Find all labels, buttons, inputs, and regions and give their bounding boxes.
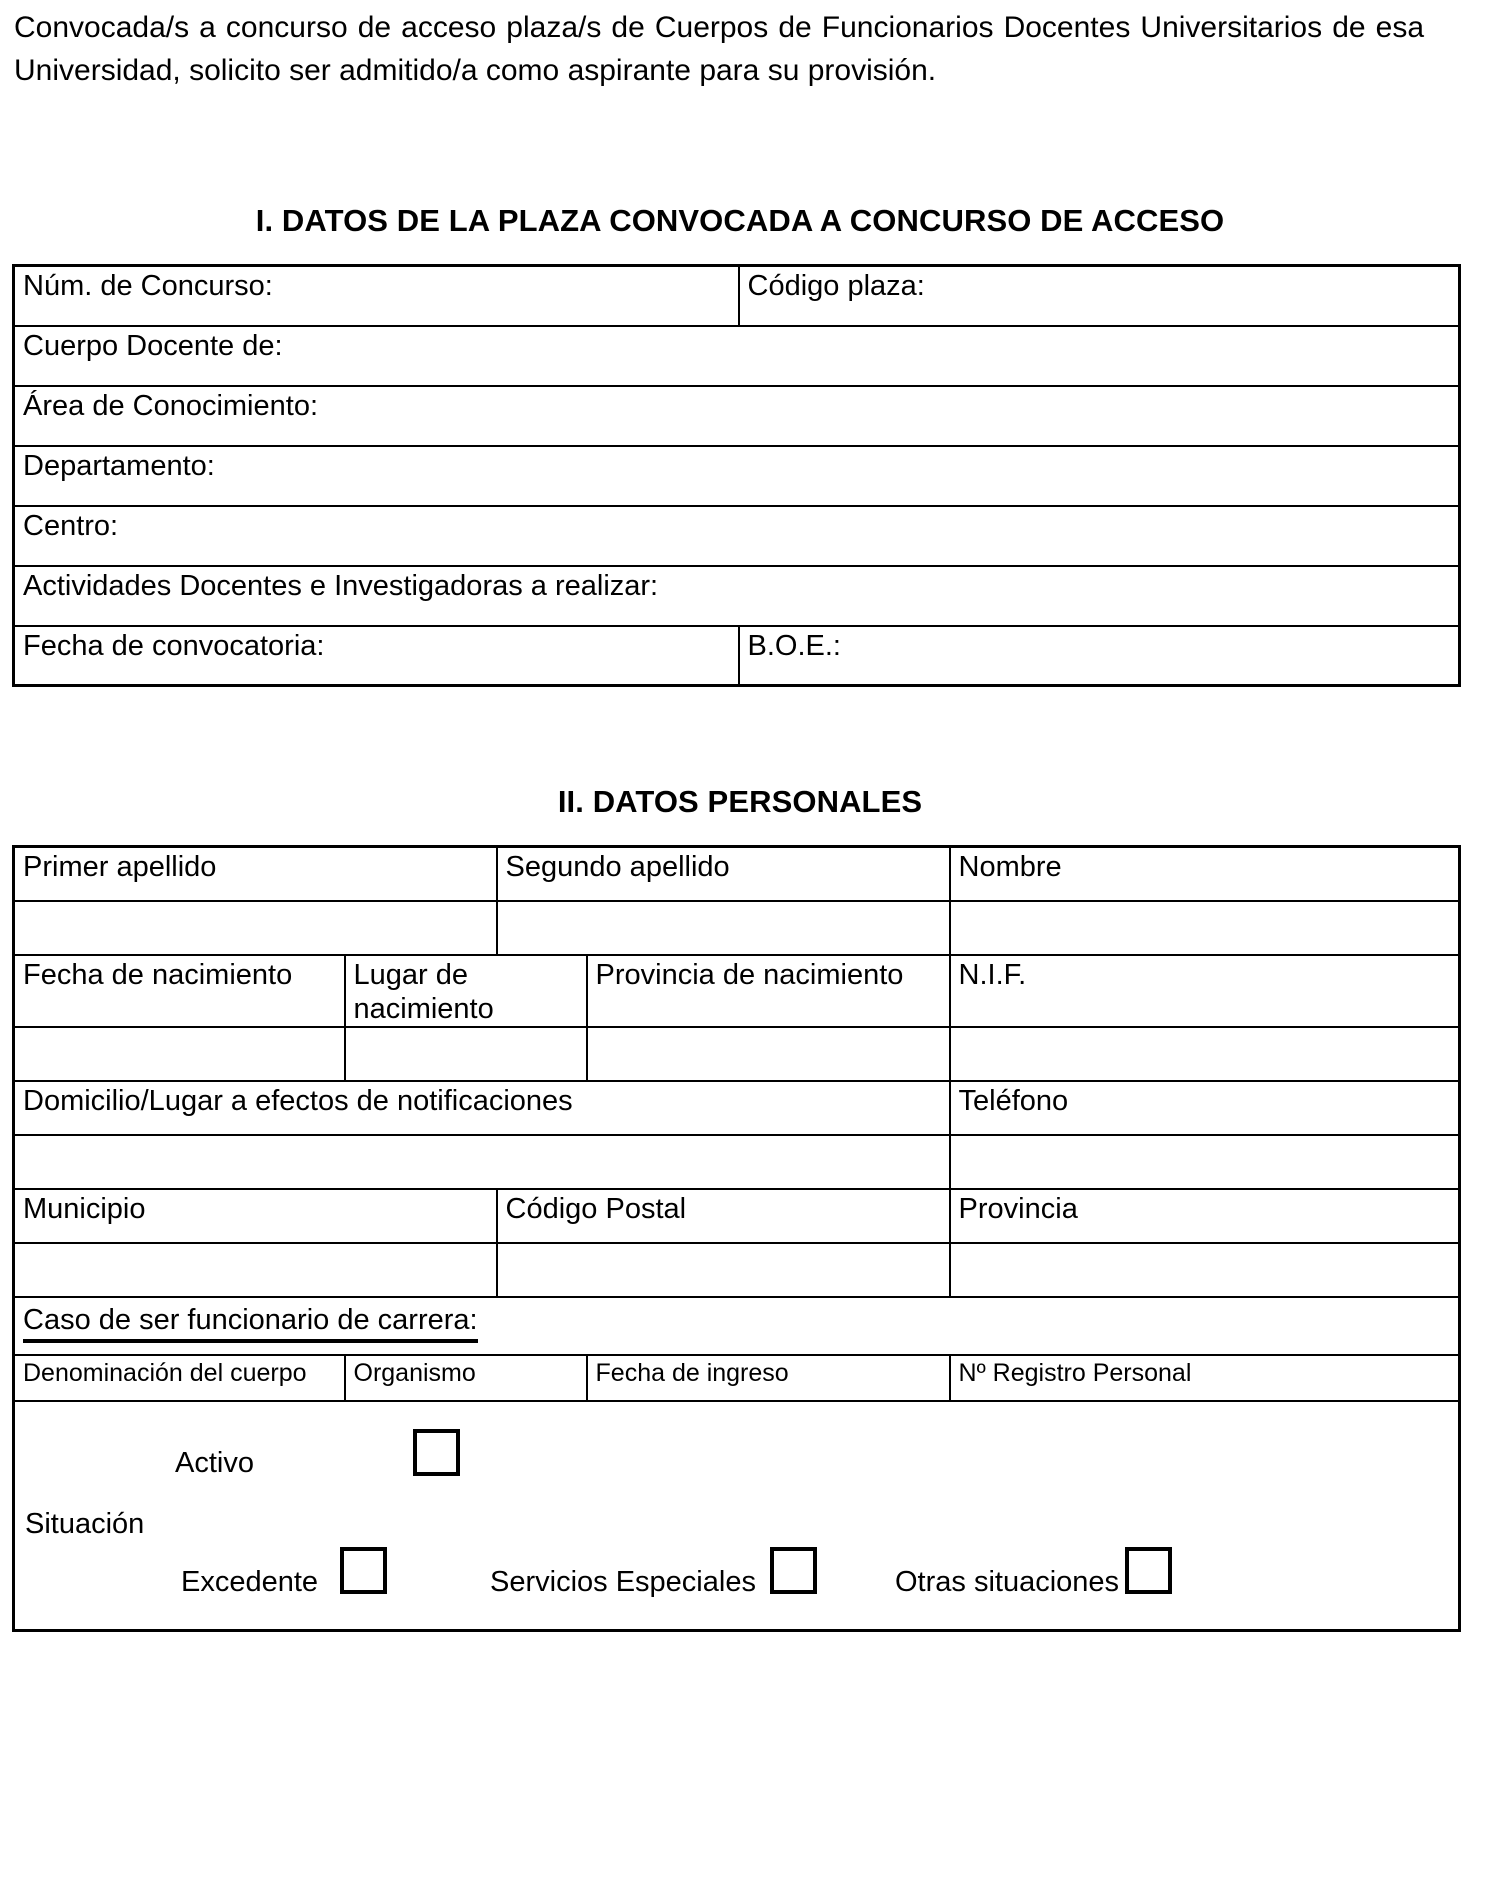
caso-funcionario-label: Caso de ser funcionario de carrera: [23,1302,478,1343]
table-row [14,1189,1460,1243]
input-provincia-nacimiento[interactable] [587,1027,950,1081]
field-num-registro-personal: Nº Registro Personal [950,1355,1460,1401]
section-2-title: II. DATOS PERSONALES [557,784,923,819]
input-nif[interactable] [950,1027,1460,1081]
table-row [14,446,1460,506]
field-fecha-convocatoria[interactable]: Fecha de convocatoria: [14,626,739,686]
situacion-label: Situación [25,1507,145,1540]
table-row [14,1081,1460,1135]
input-codigo-postal[interactable] [497,1243,950,1297]
table-row [14,506,1460,566]
table-row [14,1135,1460,1189]
field-lugar-nacimiento: Lugar de nacimiento [345,955,587,1027]
input-primer-apellido[interactable] [14,901,497,955]
intro-line-1: Convocada/s a concurso de acceso plaza/s de Cuerpos de Funcionarios Docentes [14,11,1131,44]
section-1-title: I. DATOS DE LA PLAZA CONVOCADA A CONCURSO DE ACCESO [255,203,1225,238]
field-num-concurso[interactable]: Núm. de Concurso: [14,266,739,326]
field-centro[interactable]: Centro: [14,506,1460,566]
field-caso-funcionario [14,1297,1460,1355]
input-fecha-nacimiento[interactable] [14,1027,345,1081]
plaza-data-table [12,264,1461,687]
checkbox-activo[interactable] [413,1429,460,1476]
table-row [14,847,1460,901]
input-telefono[interactable] [950,1135,1460,1189]
personal-data-table [12,845,1461,1632]
table-row [14,1355,1460,1401]
field-telefono: Teléfono [950,1081,1460,1135]
field-segundo-apellido: Segundo apellido [497,847,950,901]
input-segundo-apellido[interactable] [497,901,950,955]
input-domicilio[interactable] [14,1135,950,1189]
field-cuerpo-docente[interactable]: Cuerpo Docente de: [14,326,1460,386]
input-provincia[interactable] [950,1243,1460,1297]
intro-paragraph [14,6,1424,92]
situacion-option-label-otras-situaciones: Otras situaciones [895,1565,1120,1598]
field-nif: N.I.F. [950,955,1460,1027]
field-denominacion-cuerpo: Denominación del cuerpo [14,1355,345,1401]
checkbox-otras-situaciones[interactable] [1125,1547,1172,1594]
situacion-option-label-excedente: Excedente [181,1565,319,1598]
intro-line-2: Universitarios de esa Universidad, solicito ser admitido/a como aspirante para su provisión. [14,11,1424,87]
table-row [14,1401,1460,1631]
situacion-option-label-servicios-especiales: Servicios Especiales [490,1565,756,1598]
table-row [14,1027,1460,1081]
input-lugar-nacimiento[interactable] [345,1027,587,1081]
field-primer-apellido: Primer apellido [14,847,497,901]
table-row [14,266,1460,326]
table-row [14,1243,1460,1297]
checkbox-servicios-especiales[interactable] [770,1547,817,1594]
table-row [14,1297,1460,1355]
field-organismo: Organismo [345,1355,587,1401]
field-provincia: Provincia [950,1189,1460,1243]
field-municipio: Municipio [14,1189,497,1243]
situacion-option-label-activo: Activo [175,1446,254,1479]
table-row [14,326,1460,386]
field-fecha-nacimiento: Fecha de nacimiento [14,955,345,1027]
table-row [14,566,1460,626]
checkbox-excedente[interactable] [340,1547,387,1594]
field-codigo-plaza[interactable]: Código plaza: [739,266,1460,326]
field-area-conocimiento[interactable]: Área de Conocimiento: [14,386,1460,446]
table-row [14,386,1460,446]
situacion-block [14,1401,1460,1631]
table-row [14,901,1460,955]
field-domicilio: Domicilio/Lugar a efectos de notificaciones [14,1081,950,1135]
input-nombre[interactable] [950,901,1460,955]
field-codigo-postal: Código Postal [497,1189,950,1243]
field-actividades[interactable]: Actividades Docentes e Investigadoras a realizar: [14,566,1460,626]
field-boe[interactable]: B.O.E.: [739,626,1460,686]
input-municipio[interactable] [14,1243,497,1297]
table-row [14,626,1460,686]
field-provincia-nacimiento: Provincia de nacimiento [587,955,950,1027]
field-departamento[interactable]: Departamento: [14,446,1460,506]
field-fecha-ingreso: Fecha de ingreso [587,1355,950,1401]
field-nombre: Nombre [950,847,1460,901]
table-row [14,955,1460,1027]
